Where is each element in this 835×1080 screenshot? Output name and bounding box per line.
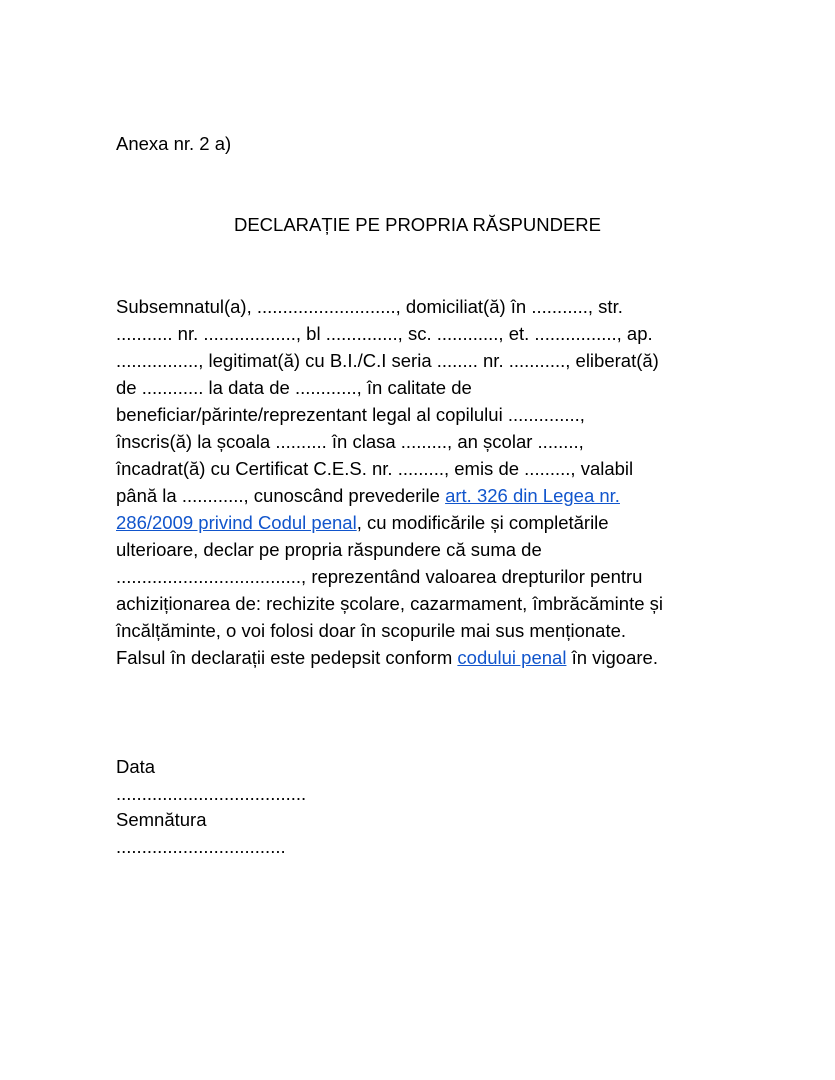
declaration-body	[116, 293, 731, 671]
date-blank-line: .....................................	[116, 782, 307, 804]
penal-code-link[interactable]: codului penal	[457, 647, 567, 668]
body-line: ................, legitimat(ă) cu B.I./C.I seria ........ nr. ..........., eliberat(ă)	[116, 350, 659, 371]
signature-label: Semnătura	[116, 809, 207, 830]
date-label: Data	[116, 756, 156, 777]
body-text-segment: în vigoare.	[566, 647, 658, 668]
body-text-segment: , cu modificările și completările	[356, 512, 609, 533]
body-line: înscris(ă) la școala .......... în clasa ........., an școlar ........,	[116, 431, 584, 452]
body-line: ...................................., reprezentând valoarea drepturilor pentru	[116, 566, 643, 587]
annex-label: Anexa nr. 2 a)	[116, 133, 232, 154]
body-line: beneficiar/părinte/reprezentant legal al copilului ..............,	[116, 404, 585, 425]
body-line: încălțăminte, o voi folosi doar în scopurile mai sus menționate.	[116, 620, 627, 641]
body-line	[116, 644, 731, 671]
body-line	[116, 509, 731, 536]
body-line: de ............ la data de ............, în calitate de	[116, 377, 472, 398]
body-line: ........... nr. .................., bl .............., sc. ............, et. ................, ap.	[116, 323, 653, 344]
body-text-segment: Falsul în declarații este pedepsit conform	[116, 647, 458, 668]
body-line: achiziționarea de: rechizite școlare, cazarmament, îmbrăcăminte și	[116, 593, 664, 614]
signature-blank-line: .................................	[116, 835, 286, 857]
body-line: ulterioare, declar pe propria răspundere că suma de	[116, 539, 542, 560]
body-text-segment: până la ............, cunoscând prevederile	[116, 485, 446, 506]
signature-block	[116, 754, 306, 860]
document-title: DECLARAȚIE PE PROPRIA RĂSPUNDERE	[233, 214, 601, 235]
body-line: Subsemnatul(a), ..........................., domiciliat(ă) în ..........., str.	[116, 296, 623, 317]
body-line	[116, 482, 731, 509]
body-line: încadrat(ă) cu Certificat C.E.S. nr. ........., emis de ........., valabil	[116, 458, 634, 479]
penal-code-article-link[interactable]: art. 326 din Legea nr.	[445, 485, 620, 506]
penal-code-article-link-continued[interactable]: 286/2009 privind Codul penal	[116, 512, 357, 533]
